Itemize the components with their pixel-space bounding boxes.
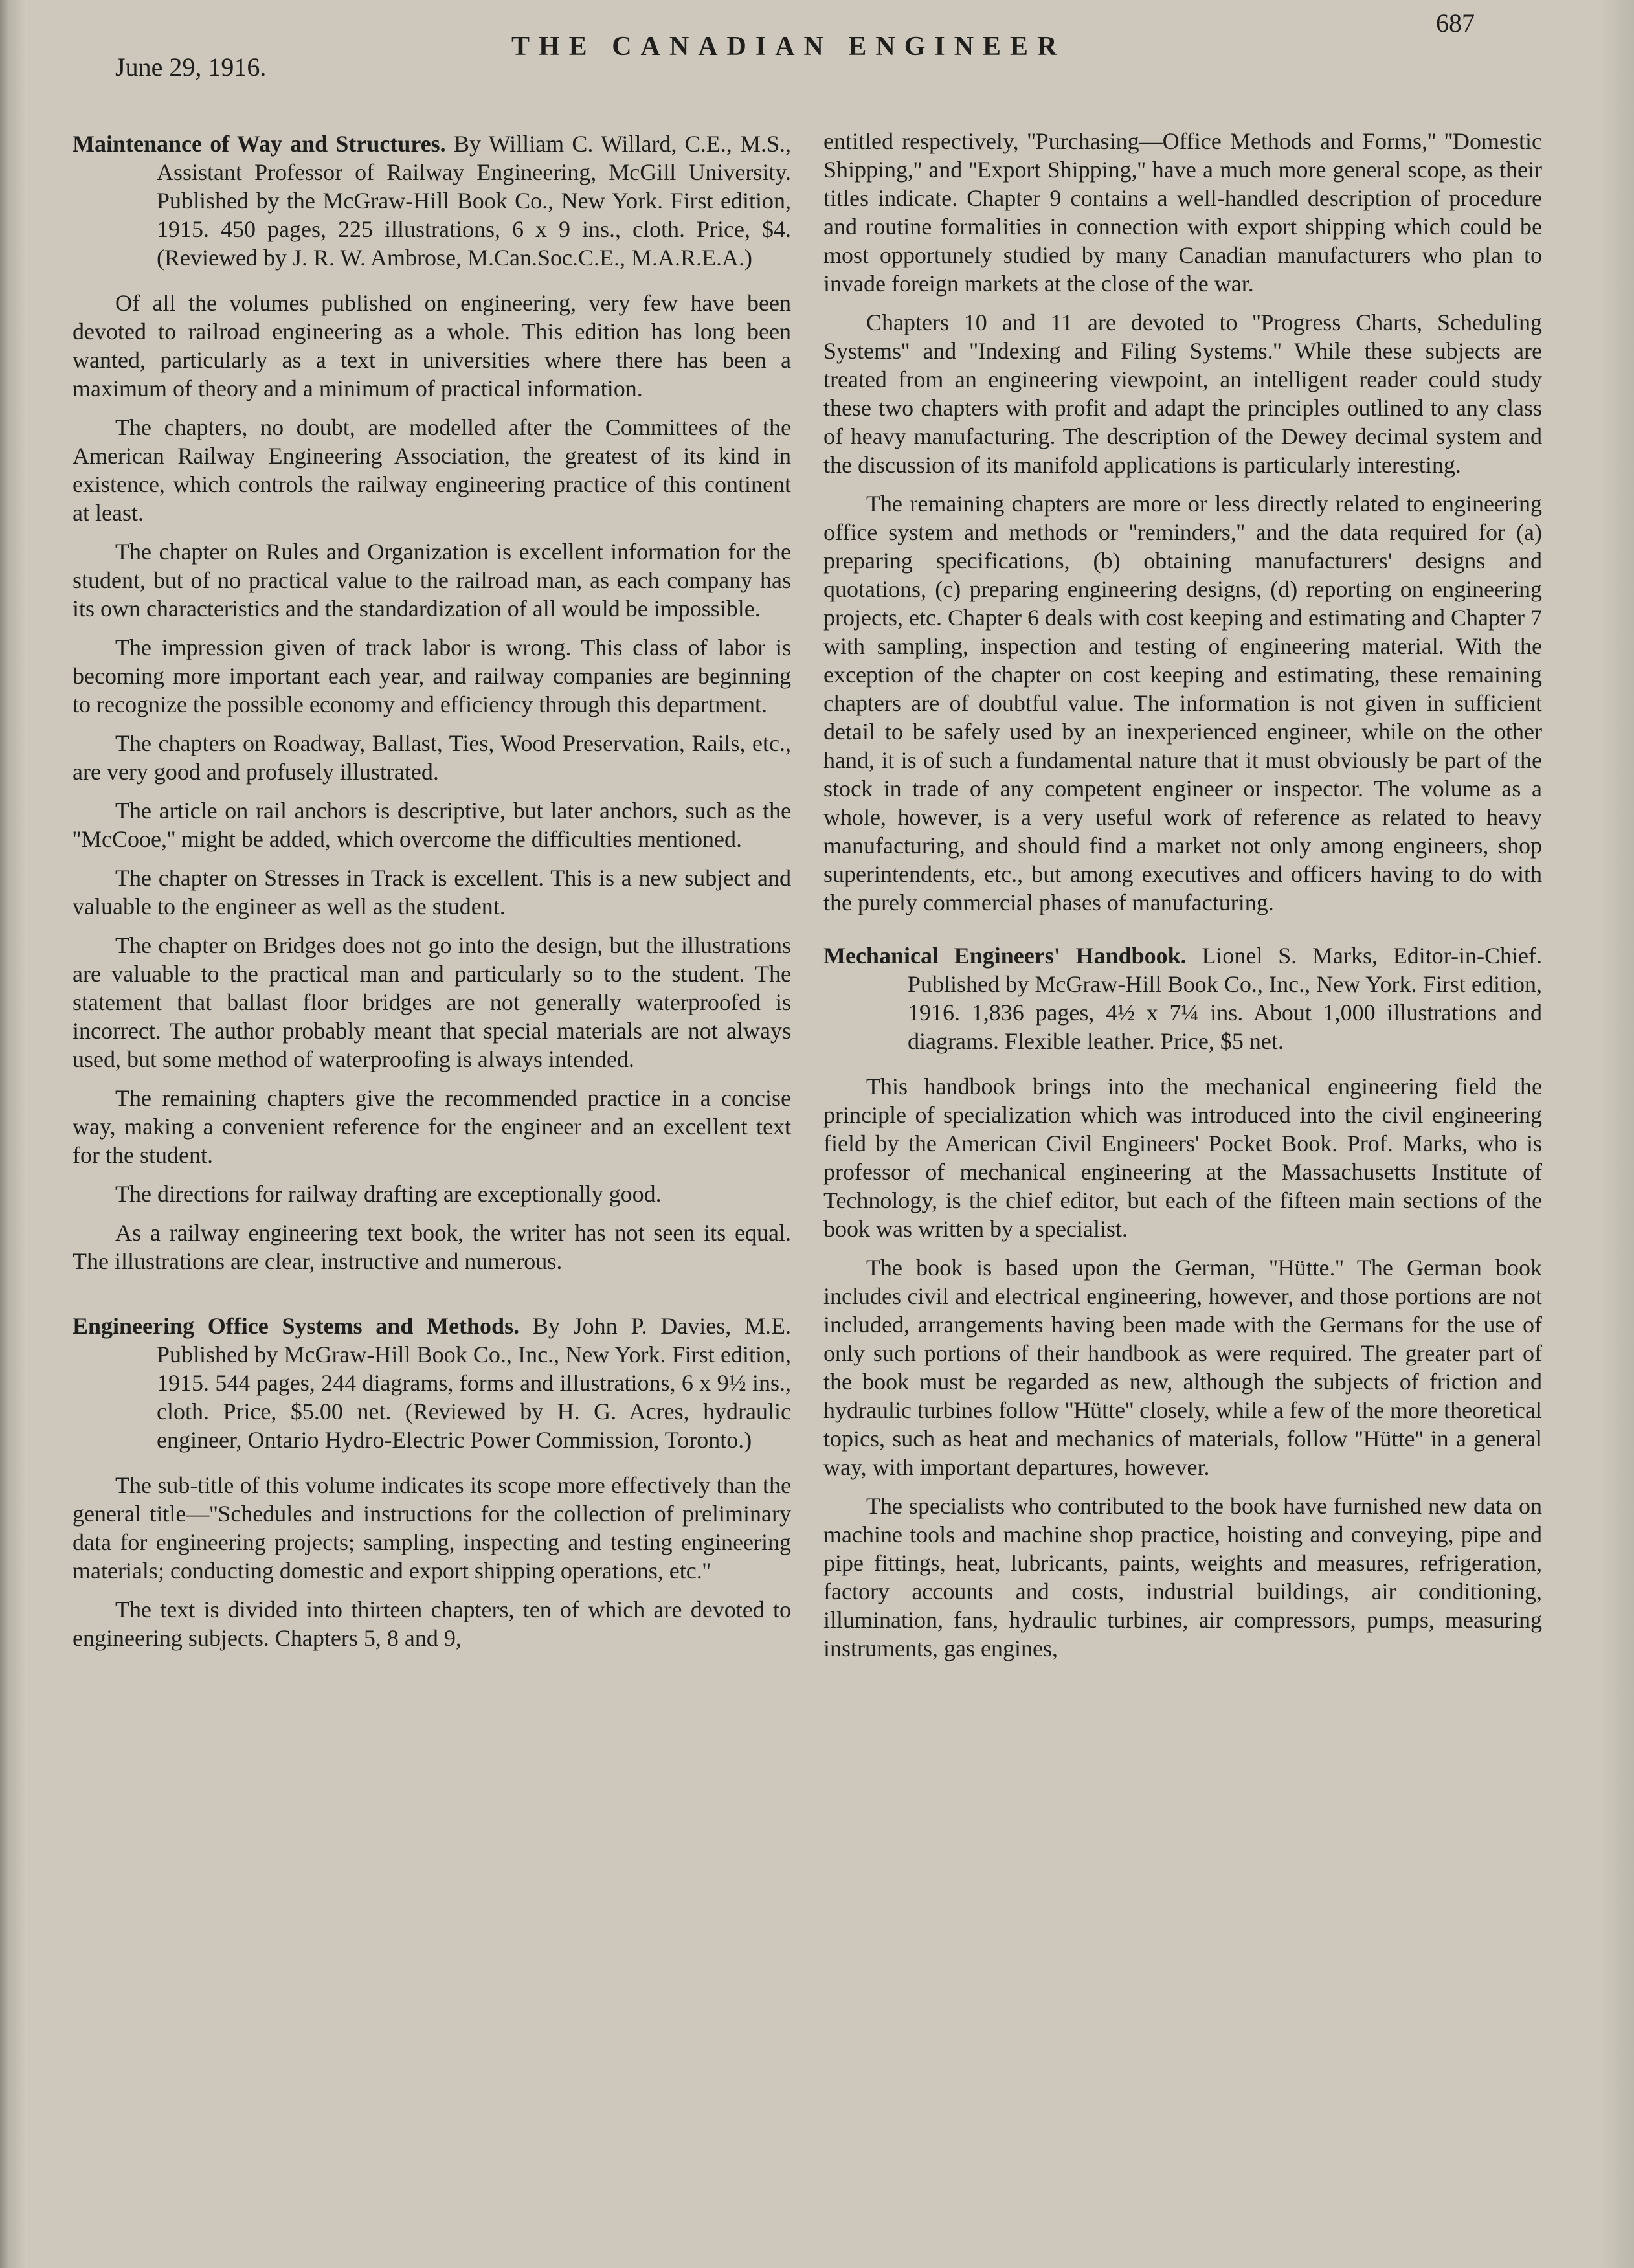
- paragraph: The article on rail anchors is descriptive, but later anchors, such as the ''McCooe,'' might be added, which overcome the difficulties mentioned.: [73, 798, 791, 852]
- book-citation: By John P. Davies, M.E. Published by McGraw-Hill Book Co., Inc., New York. First edition, 1915. 544 pages, 244 diagrams, forms and illustrations, 6 x 9½ ins., cloth. Price, $5.00 net. (Reviewed by H. G. Acres, hydraulic engineer, Ontario Hydro-Electric Power Commission, Toronto.): [157, 1313, 791, 1453]
- paragraph: The remaining chapters are more or less directly related to engineering office system and methods or ''reminders,'' and the data required for (a) preparing specifications, (b) obtaining manufacturers' designs and quotations, (c) preparing engineering designs, (d) reporting on engineering projects, etc. Chapter 6 deals with cost keeping and estimating and Chapter 7 with sampling, inspection and testing of engineering material. With the exception of the chapter on cost keeping and estimating, these remaining chapters are of doubtful value. The information is not given in sufficient detail to be safely used by an inexperienced engineer, while on the other hand, it is of such a fundamental nature that it must obviously be part of the stock in trade of any competent engineer or inspector. The volume as a whole, however, is a very useful work of reference as related to heavy manufacturing, and should find a market not only among engineers, shop superintendents, etc., but among executives and officers having to do with the purely commercial phases of manufacturing.: [823, 491, 1542, 915]
- paragraph: The remaining chapters give the recommended practice in a concise way, making a convenient reference for the engineer and an excellent text for the student.: [73, 1085, 791, 1168]
- left-column: [73, 129, 791, 1674]
- paragraph: This handbook brings into the mechanical engineering field the principle of specialization which was introduced into the civil engineering field by the American Civil Engineers' Pocket Book. Prof. Marks, who is professor of mechanical engineering at the Massachusetts Institute of Technology, is the chief editor, but each of the fifteen main sections of the book was written by a specialist.: [823, 1073, 1542, 1242]
- book-title: Mechanical Engineers' Handbook.: [823, 943, 1187, 969]
- book-citation: Lionel S. Marks, Editor-in-Chief. Published by McGraw-Hill Book Co., Inc., New York. First edition, 1916. 1,836 pages, 4½ x 7¼ ins. About 1,000 illustrations and diagrams. Flexible leather. Price, $5 net.: [908, 943, 1543, 1054]
- review-heading: [823, 941, 1542, 1055]
- review-heading: [73, 1312, 791, 1454]
- paragraph: The impression given of track labor is wrong. This class of labor is becoming more important each year, and railway companies are beginning to recognize the possible economy and efficiency through this department.: [73, 634, 791, 717]
- book-citation: By William C. Willard, C.E., M.S., Assistant Professor of Railway Engineering, McGill University. Published by the McGraw-Hill Book Co., New York. First edition, 1915. 450 pages, 225 illustrations, 6 x 9 ins., cloth. Price, $4. (Reviewed by J. R. W. Ambrose, M.Can.Soc.C.E., M.A.R.E.A.): [157, 131, 792, 271]
- journal-title: THE CANADIAN ENGINEER: [511, 32, 1066, 62]
- page-number: 687: [1436, 8, 1475, 38]
- book-title: Maintenance of Way and Structures.: [73, 131, 446, 157]
- paragraph: The chapter on Bridges does not go into the design, but the illustrations are valuable to the practical man and particularly so to the student. The statement that ballast floor bridges are not generally waterproofed is incorrect. The author probably meant that special materials are not always used, but some method of waterproofing is always intended.: [73, 932, 791, 1072]
- review-maintenance-of-way: [73, 129, 791, 1275]
- paragraph: The chapter on Stresses in Track is excellent. This is a new subject and valuable to the engineer as well as the student.: [73, 865, 791, 919]
- book-title: Engineering Office Systems and Methods.: [73, 1313, 520, 1339]
- paragraph: Of all the volumes published on engineering, very few have been devoted to railroad engineering as a whole. This edition has long been wanted, particularly as a text in universities where there has been a maximum of theory and a minimum of practical information.: [73, 290, 791, 401]
- paragraph: The chapters on Roadway, Ballast, Ties, Wood Preservation, Rails, etc., are very good and profusely illustrated.: [73, 730, 791, 785]
- review-heading: [73, 129, 791, 272]
- paragraph: Chapters 10 and 11 are devoted to ''Progress Charts, Scheduling Systems'' and ''Indexing and Filing Systems.'' While these subjects are treated from an engineering viewpoint, an intelligent reader could study these two chapters with profit and adapt the principles outlined to any class of heavy manufacturing. The description of the Dewey decimal system and the discussion of its manifold applications is particularly interesting.: [823, 309, 1542, 478]
- issue-date: June 29, 1916.: [115, 52, 267, 82]
- paragraph: The specialists who contributed to the book have furnished new data on machine tools and machine shop practice, hoisting and conveying, pipe and pipe fittings, heat, lubricants, paints, weights and measures, refrigeration, factory accounts and costs, industrial buildings, air conditioning, illumination, fans, hydraulic turbines, air compressors, pumps, measuring instruments, gas engines,: [823, 1493, 1542, 1661]
- paragraph: The chapters, no doubt, are modelled after the Committees of the American Railway Engineering Association, the greatest of its kind in existence, which controls the railway engineering practice of this continent at least.: [73, 414, 791, 526]
- paragraph: The chapter on Rules and Organization is excellent information for the student, but of no practical value to the railroad man, as each company has its own characteristics and the standardization of all would be impossible.: [73, 539, 791, 622]
- review-mechanical-engineers-handbook: [823, 941, 1542, 1663]
- right-column: [823, 127, 1542, 1685]
- paragraph-continued: entitled respectively, ''Purchasing—Office Methods and Forms,'' ''Domestic Shipping,'' and ''Export Shipping,'' have a much more general scope, as their titles indicate. Chapter 9 contains a well-handled description of procedure and routine formalities in connection with export shipping which could be most opportunely studied by many Canadian manufacturers who plan to invade foreign markets at the close of the war.: [823, 128, 1542, 297]
- review-engineering-office-systems: [73, 1312, 791, 1652]
- paragraph: As a railway engineering text book, the writer has not seen its equal. The illustrations are clear, instructive and numerous.: [73, 1220, 791, 1274]
- paragraph: The text is divided into thirteen chapters, ten of which are devoted to engineering subjects. Chapters 5, 8 and 9,: [73, 1597, 791, 1651]
- paragraph: The book is based upon the German, ''Hütte.'' The German book includes civil and electrical engineering, however, and those portions are not included, arrangements having been made with the Germans for the use of only such portions of their handbook as were required. The greater part of the book must be regarded as new, although the subjects of friction and hydraulic turbines follow ''Hütte'' closely, while a few of the more theoretical topics, such as heat and mechanics of materials, follow ''Hütte'' in a general way, with important departures, however.: [823, 1255, 1542, 1480]
- paragraph: The sub-title of this volume indicates its scope more effectively than the general title—''Schedules and instructions for the collection of preliminary data for engineering projects; sampling, inspecting and testing engineering materials; conducting domestic and export shipping operations, etc.'': [73, 1472, 791, 1584]
- paragraph: The directions for railway drafting are exceptionally good.: [115, 1181, 662, 1207]
